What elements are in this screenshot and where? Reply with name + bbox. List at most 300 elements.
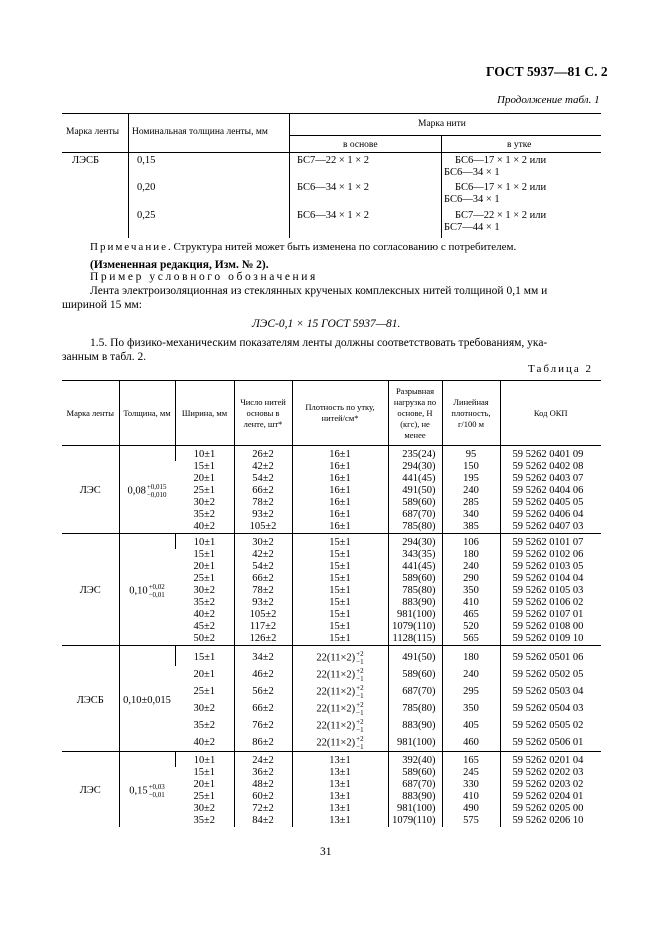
t2-density	[292, 521, 388, 534]
t2-threads-value: 56±2	[252, 686, 274, 697]
t2-breaking-load-value: 785(80)	[402, 703, 436, 714]
t2-header-linear-density: Линейная плотность, г/100 м	[442, 381, 500, 446]
t2-breaking-load	[388, 521, 442, 534]
t2-okp-code	[500, 779, 601, 791]
t2-width	[175, 573, 234, 585]
t2-tolerance-upper: +0,03	[148, 783, 165, 791]
t2-density-value: 16±1	[329, 473, 351, 484]
t2-width-value: 10±1	[193, 755, 216, 766]
table-continuation-label: Продолжение табл. 1	[497, 94, 600, 106]
t2-breaking-load	[388, 561, 442, 573]
t2-breaking-load	[388, 779, 442, 791]
t1-header-thread: Марка нити	[418, 119, 466, 129]
t2-density-tolerance	[356, 684, 363, 700]
t2-density-tolerance	[356, 735, 363, 751]
t2-width	[175, 585, 234, 597]
t2-density	[292, 633, 388, 646]
t2-okp-code-value: 59 5262 0101 07	[512, 537, 584, 548]
t2-breaking-load	[388, 767, 442, 779]
note-text: . Структура нитей может быть изменена по согласованию с потребителем.	[167, 241, 517, 253]
t2-breaking-load	[388, 534, 442, 550]
t2-density	[292, 767, 388, 779]
t2-width	[175, 561, 234, 573]
t2-okp-code-value: 59 5262 0204 01	[512, 791, 584, 802]
t1-weft-alt: БС7—44 × 1	[444, 222, 500, 233]
t2-density-value: 16±1	[329, 521, 351, 532]
t2-linear-density-value: 285	[463, 497, 479, 508]
t2-density	[292, 473, 388, 485]
t2-okp-code-value: 59 5262 0404 06	[512, 485, 584, 496]
t2-linear-density-value: 165	[463, 755, 479, 766]
t1-mark: ЛЭСБ	[72, 155, 100, 166]
t2-okp-code	[500, 700, 601, 717]
t2-okp-code-value: 59 5262 0503 04	[512, 686, 584, 697]
t2-threads	[234, 549, 292, 561]
t2-width-value: 30±2	[193, 497, 215, 508]
t2-density-value: 13±1	[329, 815, 351, 826]
t2-density-value: 16±1	[329, 485, 351, 496]
t2-linear-density	[442, 534, 500, 550]
t2-okp-code-value: 59 5262 0103 05	[512, 561, 584, 572]
t2-width	[175, 767, 234, 779]
t2-density-value: 15±1	[329, 597, 351, 608]
t2-mark-label: ЛЭС	[79, 785, 101, 796]
t2-tolerance-lower: −0,01	[148, 591, 165, 599]
t2-okp-code	[500, 734, 601, 752]
t2-okp-code-value: 59 5262 0501 06	[512, 652, 584, 663]
t1-thickness: 0,20	[137, 182, 156, 193]
t2-width-value: 40±2	[193, 737, 215, 748]
t2-threads	[234, 633, 292, 646]
t2-threads-value: 78±2	[252, 585, 274, 596]
t2-breaking-load-value: 785(80)	[402, 521, 436, 532]
t2-linear-density	[442, 609, 500, 621]
t2-density-value: 22(11×2)	[316, 668, 356, 680]
t2-threads-value: 105±2	[249, 521, 277, 532]
t2-breaking-load-value: 441(45)	[402, 473, 436, 484]
t2-linear-density	[442, 666, 500, 683]
t2-breaking-load-value: 687(70)	[402, 509, 436, 520]
t2-density-tolerance	[356, 667, 363, 683]
t2-threads-value: 48±2	[252, 779, 274, 790]
t2-breaking-load-value: 687(70)	[402, 779, 436, 790]
t1-thickness: 0,15	[137, 155, 156, 166]
t2-density-value: 15±1	[329, 585, 351, 596]
t2-threads-value: 34±2	[252, 652, 274, 663]
t2-breaking-load-value: 1079(110)	[392, 815, 436, 826]
t2-breaking-load	[388, 815, 442, 827]
t2-linear-density	[442, 803, 500, 815]
t2-breaking-load	[388, 646, 442, 667]
t2-tolerance-lower: −0,010	[146, 491, 167, 499]
t1-warp: БС6—34 × 1 × 2	[297, 210, 370, 221]
t2-linear-density	[442, 646, 500, 667]
t2-thickness-tolerance	[147, 483, 167, 499]
t2-linear-density-value: 240	[463, 485, 479, 496]
t2-threads-value: 24±2	[252, 755, 274, 766]
t2-linear-density	[442, 779, 500, 791]
t2-threads-value: 42±2	[252, 461, 274, 472]
t2-density-tolerance	[356, 701, 363, 717]
t2-threads	[234, 767, 292, 779]
t2-threads	[234, 609, 292, 621]
t2-threads-value: 76±2	[252, 720, 274, 731]
t2-threads	[234, 461, 292, 473]
t2-width	[175, 485, 234, 497]
t2-width	[175, 666, 234, 683]
t2-okp-code-value: 59 5262 0206 10	[512, 815, 584, 826]
t2-okp-code	[500, 815, 601, 827]
table-2-label: Таблица 2	[528, 363, 594, 375]
t2-okp-code-value: 59 5262 0203 02	[512, 779, 584, 790]
t2-breaking-load	[388, 621, 442, 633]
t2-density-tol-upper: +2	[356, 649, 364, 658]
t2-density	[292, 646, 388, 667]
t2-width-value: 40±2	[193, 521, 215, 532]
t2-density	[292, 534, 388, 550]
t2-linear-density-value: 575	[463, 815, 479, 826]
t2-width	[175, 734, 234, 752]
t2-tolerance-upper: +0,02	[148, 583, 165, 591]
t2-linear-density	[442, 791, 500, 803]
t2-width	[175, 779, 234, 791]
t2-linear-density-value: 295	[463, 686, 479, 697]
t2-breaking-load-value: 785(80)	[402, 585, 436, 596]
t1-weft: БС6—17 × 1 × 2 или	[455, 182, 547, 193]
t2-okp-code-value: 59 5262 0407 03	[512, 521, 584, 532]
t2-breaking-load-value: 491(50)	[402, 652, 436, 663]
t2-linear-density	[442, 473, 500, 485]
note	[90, 241, 516, 253]
t2-density	[292, 573, 388, 585]
t2-width-value: 15±1	[193, 652, 216, 663]
t2-threads	[234, 446, 292, 462]
t2-threads	[234, 734, 292, 752]
t2-okp-code-value: 59 5262 0109 10	[512, 633, 584, 644]
t2-linear-density-value: 385	[463, 521, 479, 532]
t2-okp-code	[500, 621, 601, 633]
t2-width-value: 30±2	[193, 703, 215, 714]
t2-okp-code	[500, 803, 601, 815]
t2-linear-density-value: 465	[463, 609, 479, 620]
t2-threads	[234, 485, 292, 497]
t2-okp-code	[500, 534, 601, 550]
example-text-line2: шириной 15 мм:	[62, 299, 142, 311]
t2-width-value: 20±1	[193, 561, 215, 572]
t2-width	[175, 633, 234, 646]
t2-linear-density	[442, 621, 500, 633]
t2-threads	[234, 717, 292, 734]
t2-threads-value: 117±2	[249, 621, 277, 632]
t2-linear-density	[442, 683, 500, 700]
t2-density-value: 13±1	[329, 791, 351, 802]
t2-mark-label: ЛЭС	[79, 485, 101, 496]
paragraph-1-5-line1: 1.5. По физико-механическим показателям ленты должны соответствовать требованиям, ука-	[90, 337, 548, 349]
t2-width	[175, 549, 234, 561]
t2-density-value: 15±1	[329, 633, 351, 644]
t2-thickness	[119, 534, 175, 646]
t2-header-load: Разрывная нагрузка по основе, Н (кгс), не менее	[388, 381, 442, 446]
t2-linear-density-value: 410	[463, 791, 479, 802]
t2-width-value: 25±1	[193, 485, 215, 496]
t2-linear-density	[442, 561, 500, 573]
t2-header-mark: Марка ленты	[62, 381, 119, 446]
t2-density-value: 22(11×2)	[316, 685, 356, 697]
t2-mark	[62, 646, 119, 752]
t2-threads-value: 66±2	[252, 485, 274, 496]
t2-breaking-load-value: 883(90)	[402, 720, 436, 731]
t2-density	[292, 752, 388, 768]
t2-width	[175, 446, 234, 462]
t2-okp-code-value: 59 5262 0205 00	[512, 803, 584, 814]
t2-linear-density	[442, 752, 500, 768]
t2-threads	[234, 683, 292, 700]
t1-warp: БС7—22 × 1 × 2	[297, 155, 370, 166]
t2-okp-code	[500, 585, 601, 597]
t2-threads-value: 42±2	[252, 549, 274, 560]
t2-density	[292, 815, 388, 827]
t2-linear-density-value: 290	[463, 573, 479, 584]
t2-density-tol-upper: +2	[356, 666, 364, 675]
t2-threads-value: 66±2	[252, 573, 274, 584]
t2-threads-value: 93±2	[252, 597, 274, 608]
t2-density	[292, 497, 388, 509]
t2-density-value: 16±1	[329, 461, 351, 472]
t2-threads-value: 86±2	[252, 737, 274, 748]
t2-thickness	[119, 646, 175, 752]
t2-threads-value: 36±2	[252, 767, 274, 778]
t2-linear-density	[442, 549, 500, 561]
t2-okp-code	[500, 717, 601, 734]
t2-threads-value: 54±2	[252, 561, 274, 572]
t2-threads	[234, 497, 292, 509]
t2-threads-value: 126±2	[249, 633, 277, 644]
t2-width-value: 30±2	[193, 585, 215, 596]
t2-width-value: 15±1	[193, 767, 215, 778]
t2-breaking-load-value: 981(100)	[397, 737, 436, 748]
t2-density-value: 13±1	[329, 767, 351, 778]
t2-density-value: 15±1	[329, 537, 351, 548]
t2-thickness-tolerance	[149, 583, 165, 599]
t2-breaking-load	[388, 597, 442, 609]
t2-okp-code-value: 59 5262 0506 01	[512, 737, 584, 748]
t2-okp-code	[500, 549, 601, 561]
t2-density	[292, 717, 388, 734]
t2-density-value: 15±1	[329, 573, 351, 584]
t2-density-tol-upper: +2	[356, 734, 364, 743]
t2-threads	[234, 791, 292, 803]
table-row	[62, 646, 601, 667]
t2-okp-code-value: 59 5262 0402 08	[512, 461, 584, 472]
t2-threads	[234, 621, 292, 633]
t2-density	[292, 779, 388, 791]
t2-okp-code-value: 59 5262 0201 04	[512, 755, 584, 766]
t2-header-density: Плотность по утку, нитей/см*	[292, 381, 388, 446]
t2-okp-code	[500, 791, 601, 803]
t2-breaking-load-value: 491(50)	[402, 485, 436, 496]
t2-thickness	[119, 752, 175, 828]
t2-linear-density	[442, 717, 500, 734]
t2-linear-density	[442, 815, 500, 827]
t2-linear-density	[442, 497, 500, 509]
t2-density	[292, 485, 388, 497]
t2-width	[175, 791, 234, 803]
t2-density	[292, 700, 388, 717]
t2-linear-density	[442, 521, 500, 534]
t2-width-value: 20±1	[193, 779, 215, 790]
t1-header-warp: в основе	[343, 140, 378, 150]
t2-threads	[234, 646, 292, 667]
t2-width	[175, 646, 234, 667]
paragraph-1-5-line2: занным в табл. 2.	[62, 351, 147, 363]
t2-threads-value: 93±2	[252, 509, 274, 520]
t2-linear-density	[442, 633, 500, 646]
t2-linear-density-value: 106	[463, 537, 479, 548]
t2-okp-code	[500, 473, 601, 485]
t2-breaking-load	[388, 791, 442, 803]
t2-linear-density-value: 520	[463, 621, 479, 632]
t2-density-tol-lower: −1	[356, 674, 364, 683]
t2-header-width: Ширина, мм	[175, 381, 234, 446]
t2-linear-density-value: 150	[463, 461, 479, 472]
t2-density-tol-lower: −1	[356, 742, 364, 751]
t2-width	[175, 609, 234, 621]
t2-okp-code	[500, 767, 601, 779]
t2-okp-code	[500, 683, 601, 700]
t2-thickness	[119, 446, 175, 534]
t2-density-tolerance	[356, 718, 363, 734]
t2-breaking-load	[388, 734, 442, 752]
t2-breaking-load-value: 589(60)	[402, 767, 436, 778]
t2-okp-code-value: 59 5262 0202 03	[512, 767, 584, 778]
t2-okp-code-value: 59 5262 0105 03	[512, 585, 584, 596]
t2-linear-density	[442, 767, 500, 779]
table-row	[62, 752, 601, 768]
t2-okp-code	[500, 497, 601, 509]
t2-okp-code	[500, 573, 601, 585]
t2-okp-code-value: 59 5262 0104 04	[512, 573, 584, 584]
t2-density	[292, 621, 388, 633]
t2-width	[175, 497, 234, 509]
t2-threads	[234, 509, 292, 521]
table-2	[62, 380, 601, 827]
t2-density-value: 22(11×2)	[316, 719, 356, 731]
t2-breaking-load-value: 589(60)	[402, 497, 436, 508]
t2-okp-code-value: 59 5262 0106 02	[512, 597, 584, 608]
t2-linear-density-value: 405	[463, 720, 479, 731]
t2-width-value: 10±1	[193, 537, 216, 548]
t2-breaking-load-value: 392(40)	[402, 755, 436, 766]
t2-linear-density-value: 340	[463, 509, 479, 520]
t2-breaking-load	[388, 461, 442, 473]
t2-okp-code	[500, 485, 601, 497]
t2-linear-density-value: 195	[463, 473, 479, 484]
t2-okp-code	[500, 646, 601, 667]
t2-breaking-load-value: 589(60)	[402, 573, 436, 584]
t2-linear-density-value: 180	[463, 549, 479, 560]
t2-threads	[234, 521, 292, 534]
t2-linear-density	[442, 446, 500, 462]
t1-weft-alt: БС6—34 × 1	[444, 194, 500, 205]
t2-breaking-load	[388, 666, 442, 683]
t2-linear-density	[442, 461, 500, 473]
t2-okp-code-value: 59 5262 0108 00	[512, 621, 584, 632]
t2-density-tol-upper: +2	[356, 717, 364, 726]
table-row	[62, 534, 601, 550]
t2-okp-code-value: 59 5262 0401 09	[512, 449, 584, 460]
t2-mark	[62, 752, 119, 828]
t2-width-value: 50±2	[193, 633, 215, 644]
example-text-line1: Лента электроизоляционная из стеклянных крученых комплексных нитей толщиной 0,1 мм и	[90, 285, 548, 297]
t2-okp-code-value: 59 5262 0403 07	[512, 473, 584, 484]
t2-width	[175, 597, 234, 609]
t2-width	[175, 752, 234, 768]
t1-weft: БС6—17 × 1 × 2 или	[455, 155, 547, 166]
t2-density	[292, 461, 388, 473]
t2-width-value: 35±2	[193, 815, 215, 826]
t2-threads	[234, 573, 292, 585]
t2-threads-value: 26±2	[252, 449, 274, 460]
t2-okp-code	[500, 446, 601, 462]
t2-threads-value: 30±2	[252, 537, 274, 548]
t2-okp-code	[500, 521, 601, 534]
t2-linear-density-value: 410	[463, 597, 479, 608]
t2-width-value: 15±1	[193, 549, 215, 560]
t2-breaking-load	[388, 573, 442, 585]
t2-okp-code-value: 59 5262 0505 02	[512, 720, 584, 731]
t2-linear-density	[442, 485, 500, 497]
revision-note: (Измененная редакция, Изм. № 2).	[90, 259, 269, 271]
t2-width-value: 10±1	[193, 449, 216, 460]
t2-okp-code-value: 59 5262 0502 05	[512, 669, 584, 680]
t2-breaking-load	[388, 700, 442, 717]
t2-density-value: 16±1	[329, 509, 351, 520]
t2-width-value: 45±2	[193, 621, 215, 632]
t2-density-tolerance	[356, 650, 363, 666]
t2-thickness-base: 0,10	[129, 585, 148, 597]
t2-breaking-load-value: 235(24)	[402, 449, 436, 460]
t2-density-tol-upper: +2	[356, 700, 364, 709]
t2-linear-density	[442, 509, 500, 521]
t2-density-value: 13±1	[329, 755, 351, 766]
t2-density	[292, 791, 388, 803]
t2-breaking-load	[388, 683, 442, 700]
t2-threads-value: 54±2	[252, 473, 274, 484]
t1-header-weft: в утке	[507, 140, 532, 150]
t2-threads	[234, 534, 292, 550]
t2-thickness-base: 0,15	[129, 785, 148, 797]
t2-breaking-load-value: 981(100)	[397, 609, 436, 620]
t2-tolerance-upper: +0,015	[146, 483, 167, 491]
t2-density-tol-lower: −1	[356, 691, 364, 700]
t2-density-tol-lower: −1	[356, 725, 364, 734]
t2-threads-value: 66±2	[252, 703, 274, 714]
t2-density-value: 16±1	[329, 449, 351, 460]
t2-density	[292, 609, 388, 621]
t2-density-value: 13±1	[329, 803, 351, 814]
t2-threads	[234, 666, 292, 683]
t2-width	[175, 803, 234, 815]
t2-density	[292, 597, 388, 609]
t2-threads	[234, 815, 292, 827]
t2-density-value: 22(11×2)	[316, 736, 356, 748]
t2-threads	[234, 700, 292, 717]
t2-linear-density-value: 245	[463, 767, 479, 778]
t2-linear-density-value: 350	[463, 585, 479, 596]
t2-threads	[234, 779, 292, 791]
t2-width	[175, 621, 234, 633]
t2-density	[292, 683, 388, 700]
